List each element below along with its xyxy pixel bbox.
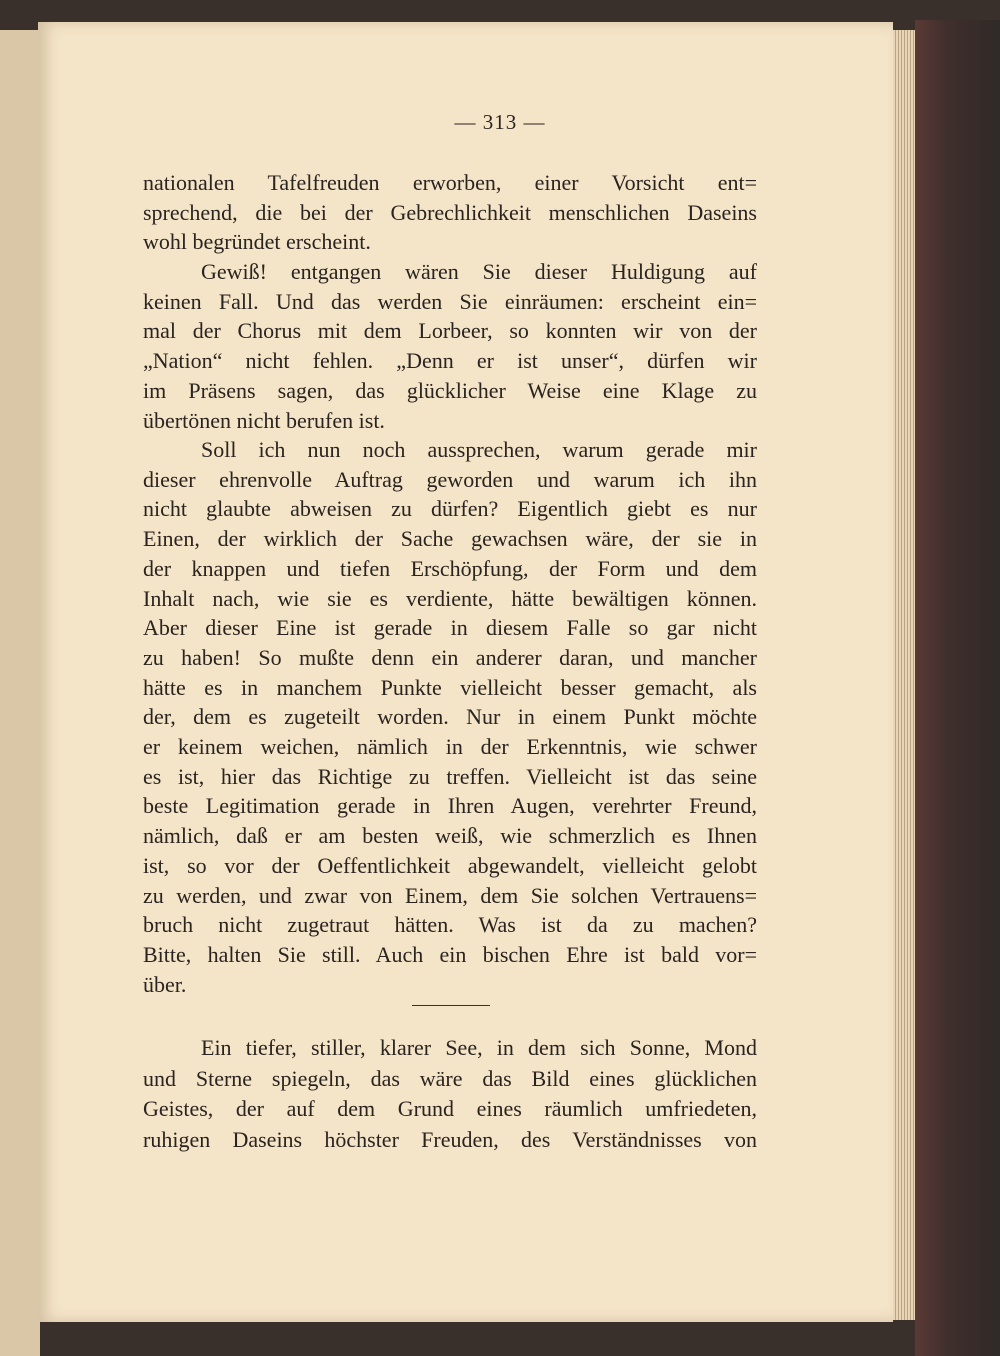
text-line: es ist, hier das Richtige zu treffen. Vielleicht ist das seine [143, 763, 757, 789]
text-line: nicht glaubte abweisen zu dürfen? Eigentlich giebt es nur [143, 496, 757, 522]
text-line: übertönen nicht berufen ist. [143, 407, 385, 433]
text-line: Soll ich nun noch aussprechen, warum gerade mir [201, 437, 757, 462]
text-line: Geistes, der auf dem Grund eines räumlich umfriedeten, [143, 1096, 757, 1121]
text-line: Ein tiefer, stiller, klarer See, in dem sich Sonne, Mond [201, 1035, 757, 1060]
text-line: hätte es in manchem Punkte vielleicht besser gemacht, als [143, 674, 757, 700]
text-line: Inhalt nach, wie sie es verdiente, hätte bewältigen können. [143, 585, 757, 611]
text-line: im Präsens sagen, das glücklicher Weise eine Klage zu [143, 377, 757, 403]
text-line: beste Legitimation gerade in Ihren Augen, verehrter Freund, [143, 793, 757, 819]
text-line: der, dem es zugeteilt worden. Nur in einem Punkt möchte [143, 704, 757, 730]
page-number: — 313 — [454, 110, 546, 134]
facing-page-edge [0, 30, 40, 1356]
text-line: keinen Fall. Und das werden Sie einräumen: erscheint ein= [143, 288, 757, 314]
page-edges [893, 30, 915, 1320]
text-line: zu haben! So mußte denn ein anderer daran, und mancher [143, 644, 757, 670]
text-line: er keinem weichen, nämlich in der Erkenntnis, wie schwer [143, 734, 757, 759]
text-line: sprechend, die bei der Gebrechlichkeit menschlichen Daseins [143, 199, 757, 225]
text-line: wohl begründet erscheint. [143, 229, 371, 255]
text-line: ruhigen Daseins höchster Freuden, des Verständnisses von [143, 1126, 757, 1152]
text-line: Bitte, halten Sie still. Auch ein bischen Ehre ist bald vor= [143, 941, 757, 967]
section-divider [412, 1005, 490, 1006]
text-line: zu werden, und zwar von Einem, dem Sie solchen Vertrauens= [143, 882, 757, 908]
text-line: nämlich, daß er am besten weiß, wie schmerzlich es Ihnen [143, 823, 757, 849]
text-line: Gewiß! entgangen wären Sie dieser Huldigung auf [201, 259, 757, 284]
text-line: und Sterne spiegeln, das wäre das Bild eines glücklichen [143, 1065, 757, 1091]
text-line: ist, so vor der Oeffentlichkeit abgewandelt, vielleicht gelobt [143, 852, 757, 878]
text-line: der knappen und tiefen Erschöpfung, der Form und dem [143, 555, 757, 581]
text-line: Aber dieser Eine ist gerade in diesem Falle so gar nicht [143, 615, 757, 641]
text-line: nationalen Tafelfreuden erworben, einer Vorsicht ent= [143, 170, 757, 195]
text-line: „Nation“ nicht fehlen. „Denn er ist unser“, dürfen wir [143, 348, 757, 374]
text-line: dieser ehrenvolle Auftrag geworden und warum ich ihn [143, 466, 757, 492]
book-cover [915, 20, 1000, 1356]
text-line: mal der Chorus mit dem Lorbeer, so konnten wir von der [143, 318, 757, 344]
text-line: bruch nicht zugetraut hätten. Was ist da zu machen? [143, 912, 757, 938]
text-line: über. [143, 971, 187, 997]
text-line: Einen, der wirklich der Sache gewachsen wäre, der sie in [143, 526, 757, 552]
